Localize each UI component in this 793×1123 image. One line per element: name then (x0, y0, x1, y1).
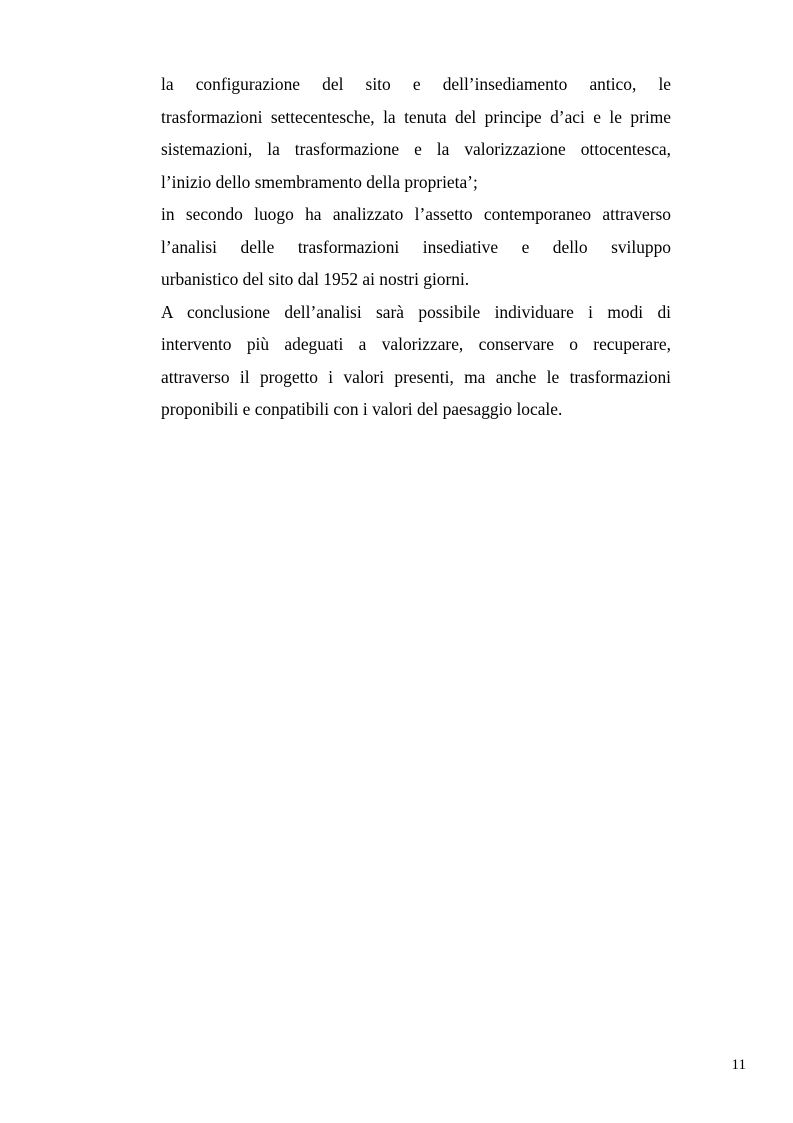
paragraph-2 (161, 198, 671, 296)
text-line: sistemazioni, la trasformazione e la valorizzazione ottocentesca, (161, 139, 671, 159)
paragraph-1 (161, 68, 671, 198)
text-line: l’inizio dello smembramento della proprieta’; (161, 171, 478, 192)
page-number: 11 (731, 1057, 746, 1073)
body-text (161, 68, 671, 426)
text-line: in secondo luogo ha analizzato l’assetto contemporaneo attraverso (161, 204, 671, 224)
text-line: l’analisi delle trasformazioni insediative e dello sviluppo (161, 236, 671, 257)
text-line: proponibili e conpatibili con i valori del paesaggio locale. (161, 399, 563, 419)
text-line: trasformazioni settecentesche, la tenuta del principe d’aci e le prime (161, 106, 671, 127)
paragraph-3 (161, 296, 671, 426)
text-line: intervento più adeguati a valorizzare, conservare o recuperare, (161, 334, 671, 354)
text-line: A conclusione dell’analisi sarà possibile individuare i modi di (161, 301, 671, 322)
text-line: la configurazione del sito e dell’insediamento antico, le (161, 74, 671, 94)
text-line: attraverso il progetto i valori presenti, ma anche le trasformazioni (161, 366, 671, 387)
text-line: urbanistico del sito dal 1952 ai nostri giorni. (161, 269, 470, 289)
